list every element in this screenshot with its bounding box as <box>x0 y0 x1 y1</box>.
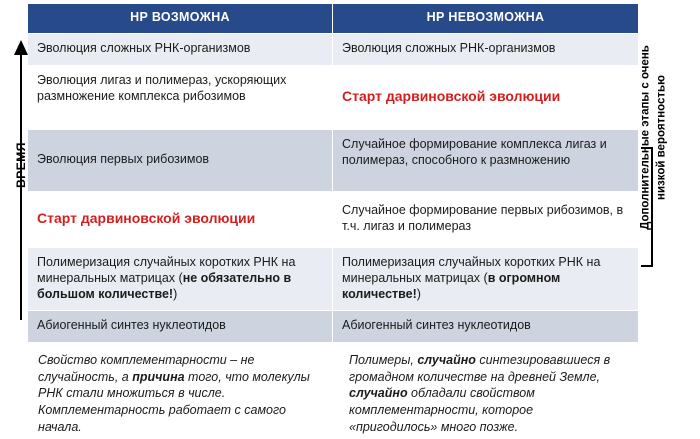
cell-left-6: Абиогенный синтез нуклеотидов <box>28 311 333 343</box>
arrow-up-icon <box>14 40 28 55</box>
table-row <box>28 66 638 130</box>
table-row <box>28 311 638 343</box>
right-annotation-line2: низкой вероятностью <box>655 75 667 200</box>
column-header-left: НР ВОЗМОЖНА <box>28 4 333 34</box>
cell-left-3: Эволюция первых рибозимов <box>28 130 333 192</box>
comparison-table <box>28 4 638 343</box>
right-annotation <box>638 8 669 268</box>
time-axis-label: ВРЕМЯ <box>14 142 28 188</box>
table-row <box>28 130 638 192</box>
cell-left-4: Старт дарвиновской эволюции <box>28 192 333 248</box>
cell-right-3: Случайное формирование комплекса лигаз и полимераз, способного к размножению <box>333 130 638 192</box>
cell-right-5: Полимеризация случайных коротких РНК на минеральных матрицах (в огромном количестве!) <box>333 248 638 312</box>
cell-right-4: Случайное формирование первых рибозимов, в т.ч. лигаз и полимераз <box>333 192 638 248</box>
right-annotation-line1: Дополнительные этапы с очень <box>639 45 652 230</box>
table-header-row <box>28 4 638 34</box>
cell-right-2: Старт дарвиновской эволюции <box>333 66 638 130</box>
note-right: Полимеры, случайно синтезировавшиеся в громадном количестве на древней Земле, случайно обладали свойством комплементарности, которое «пригодилось» много позже. <box>349 353 611 434</box>
cell-left-1: Эволюция сложных РНК-организмов <box>28 34 333 66</box>
table-row <box>28 248 638 312</box>
cell-right-6: Абиогенный синтез нуклеотидов <box>333 311 638 343</box>
table-row <box>28 192 638 248</box>
column-header-right: НР НЕВОЗМОЖНА <box>333 4 638 34</box>
note-left: Свойство комплементарности – не случайность, а причина того, что молекулы РНК стали множиться в числе. Комплементарность работает с самого начала. <box>38 353 310 434</box>
cell-left-2: Эволюция лигаз и полимераз, ускоряющих размножение комплекса рибозимов <box>28 66 333 130</box>
cell-right-1: Эволюция сложных РНК-организмов <box>333 34 638 66</box>
cell-left-5: Полимеризация случайных коротких РНК на минеральных матрицах (не обязательно в большом количестве!) <box>28 248 333 312</box>
table-row <box>28 34 638 66</box>
footer-notes <box>28 352 638 435</box>
